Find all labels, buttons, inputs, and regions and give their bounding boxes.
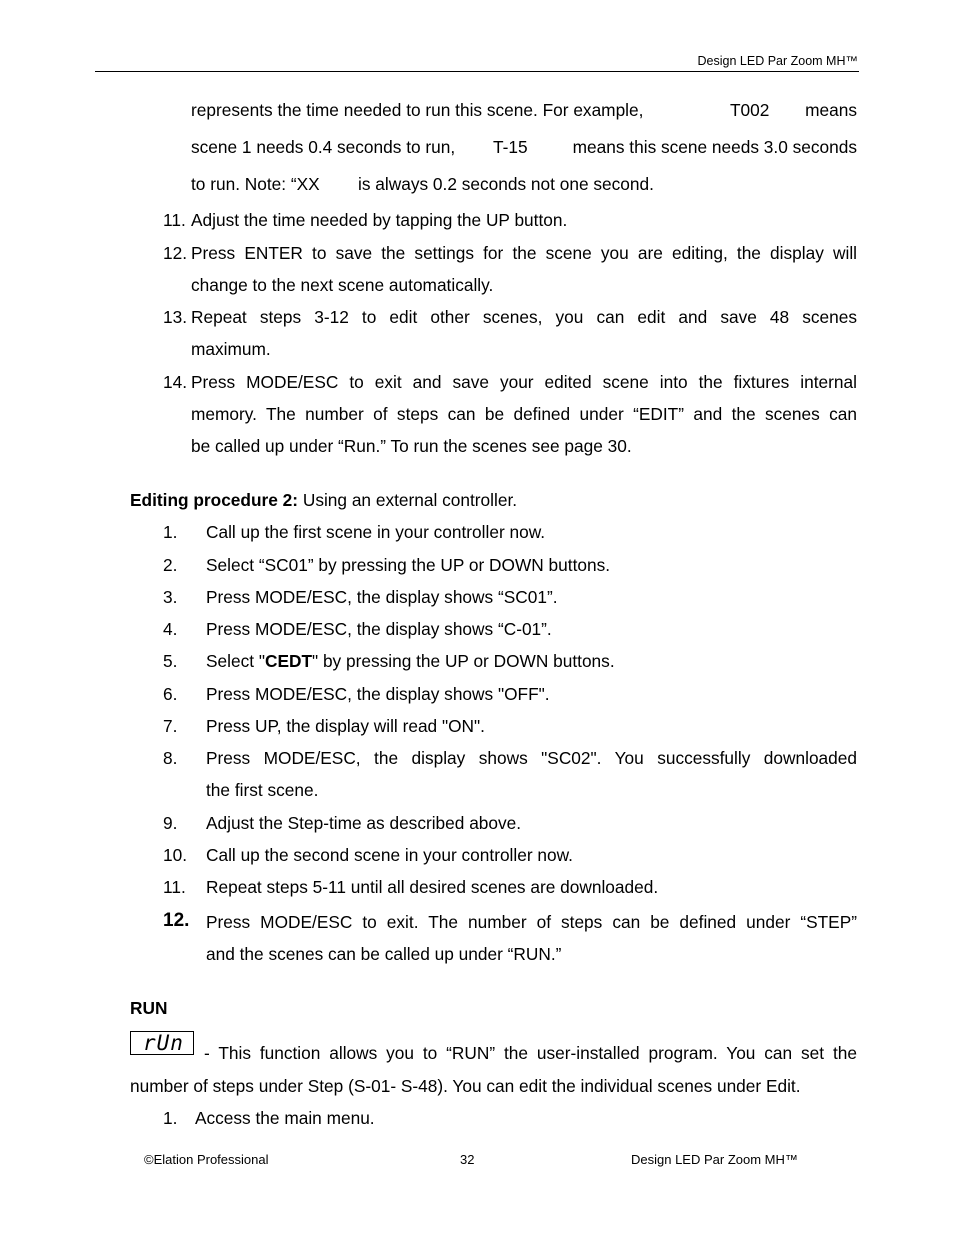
continuation-line-2: scene 1 needs 0.4 seconds to run, T-15 means this scene needs 3.0 seconds [191, 137, 857, 157]
continuation-line-3: to run. Note: “XX is always 0.2 seconds not one second. [191, 174, 654, 194]
footer-title: Design LED Par Zoom MH™ [631, 1152, 798, 1167]
lcd-display-text: rUn [143, 1031, 184, 1055]
run-description-line-1: - This function allows you to “RUN” the user-installed program. You can set the [204, 1043, 857, 1063]
header-rule [95, 71, 859, 72]
run-heading: RUN [130, 998, 168, 1018]
header-title: Design LED Par Zoom MH™ [697, 54, 858, 68]
page-number: 32 [460, 1152, 475, 1167]
lcd-display [130, 1031, 194, 1055]
continuation-line-1: represents the time needed to run this scene. For example, T002 means [191, 100, 857, 120]
run-description-line-2: number of steps under Step (S-01- S-48). You can edit the individual scenes under Edit. [130, 1076, 801, 1096]
procedure-2-heading: Editing procedure 2: Using an external controller. [130, 490, 518, 510]
footer-copyright: ©Elation Professional [144, 1152, 269, 1167]
